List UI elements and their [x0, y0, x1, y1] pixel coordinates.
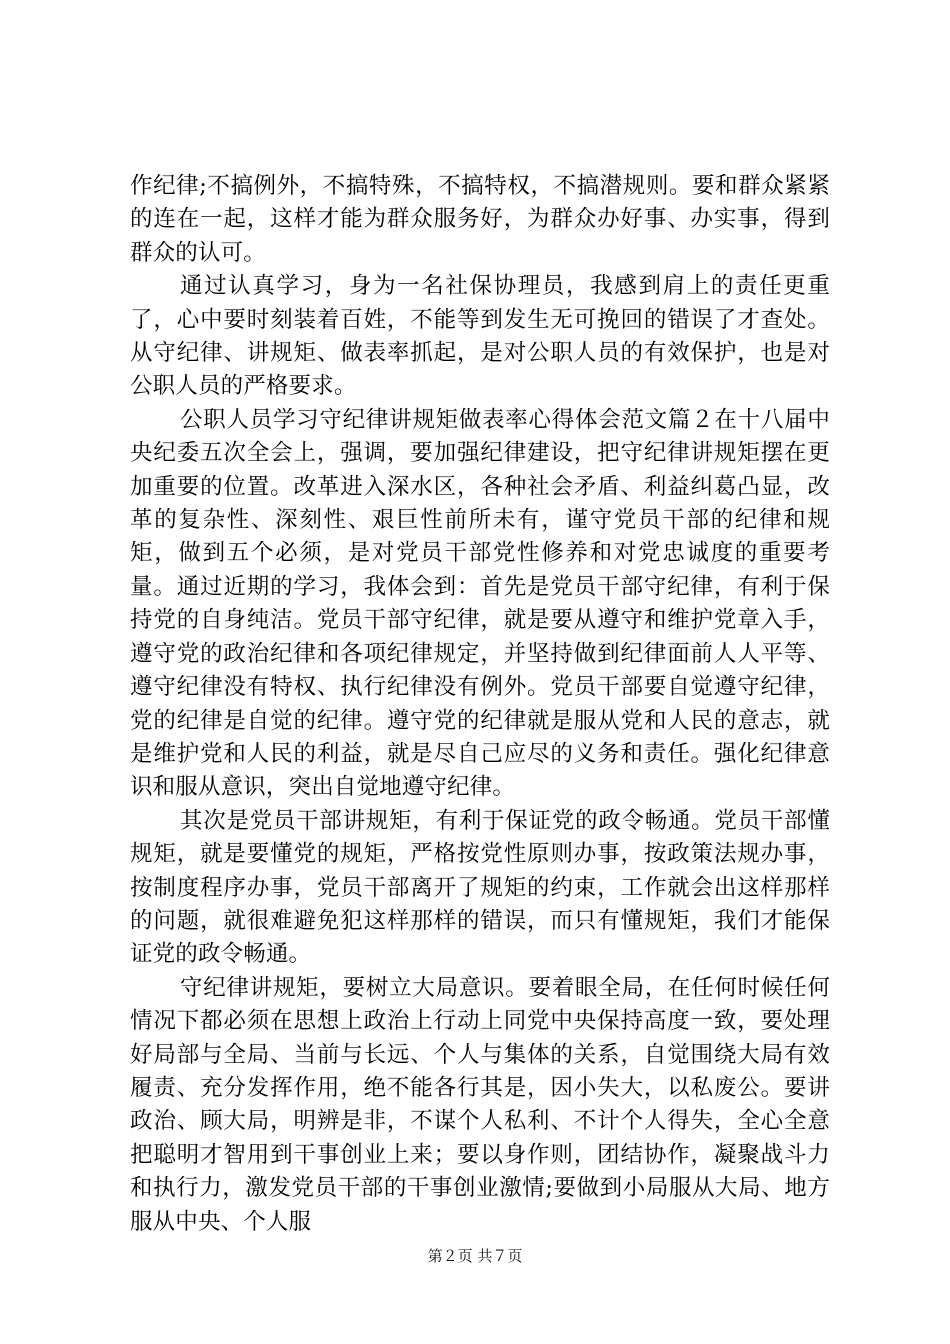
paragraph-continuation: 作纪律;不搞例外，不搞特殊，不搞特权，不搞潜规则。要和群众紧紧的连在一起，这样才能为群众服务好，为群众办好事、办实事，得到群众的认可。	[130, 173, 830, 266]
paragraph-study-reflection: 通过认真学习，身为一名社保协理员，我感到肩上的责任更重了，心中要时刻装着百姓，不能等到发生无可挽回的错误了才查处。从守纪律、讲规矩、做表率抓起，是对公职人员的有效保护，也是对公职人员的严格要求。	[130, 273, 830, 400]
paragraph-big-picture: 守纪律讲规矩，要树立大局意识。要着眼全局，在任何时候任何情况下都必须在思想上政治上行动上同党中央保持高度一致，要处理好局部与全局、当前与长远、个人与集体的关系，自觉围绕大局有效履责、充分发挥作用，绝不能各行其是，因小失大，以私废公。要讲政治、顾大局，明辨是非，不谋个人私利、不计个人得失，全心全意把聪明才智用到干事创业上来；要以身作则，团结协作，凝聚战斗力和执行力，激发党员干部的干事创业激情;要做到小局服从大局、地方服从中央、个人服	[130, 974, 830, 1235]
paragraph-rules: 其次是党员干部讲规矩，有利于保证党的政令畅通。党员干部懂规矩，就是要懂党的规矩，严格按党性原则办事，按政策法规办事，按制度程序办事，党员干部离开了规矩的约束，工作就会出这样那样的问题，就很难避免犯这样那样的错误，而只有懂规矩，我们才能保证党的政令畅通。	[130, 807, 830, 968]
document-body	[130, 170, 830, 1239]
paragraph-essay-two: 公职人员学习守纪律讲规矩做表率心得体会范文篇２在十八届中央纪委五次全会上，强调，要加强纪律建设，把守纪律讲规矩摆在更加重要的位置。改革进入深水区，各种社会矛盾、利益纠葛凸显，改革的复杂性、深刻性、艰巨性前所未有，谨守党员干部的纪律和规矩，做到五个必须，是对党员干部党性修养和对党忠诚度的重要考量。通过近期的学习，我体会到：首先是党员干部守纪律，有利于保持党的自身纯洁。党员干部守纪律，就是要从遵守和维护党章入手，遵守党的政治纪律和各项纪律规定，并坚持做到纪律面前人人平等、遵守纪律没有特权、执行纪律没有例外。党员干部要自觉遵守纪律，党的纪律是自觉的纪律。遵守党的纪律就是服从党和人民的意志，就是维护党和人民的利益，就是尽自己应尽的义务和责任。强化纪律意识和服从意识，突出自觉地遵守纪律。	[130, 406, 830, 801]
page-footer: 第２页 共７页	[427, 1247, 523, 1265]
